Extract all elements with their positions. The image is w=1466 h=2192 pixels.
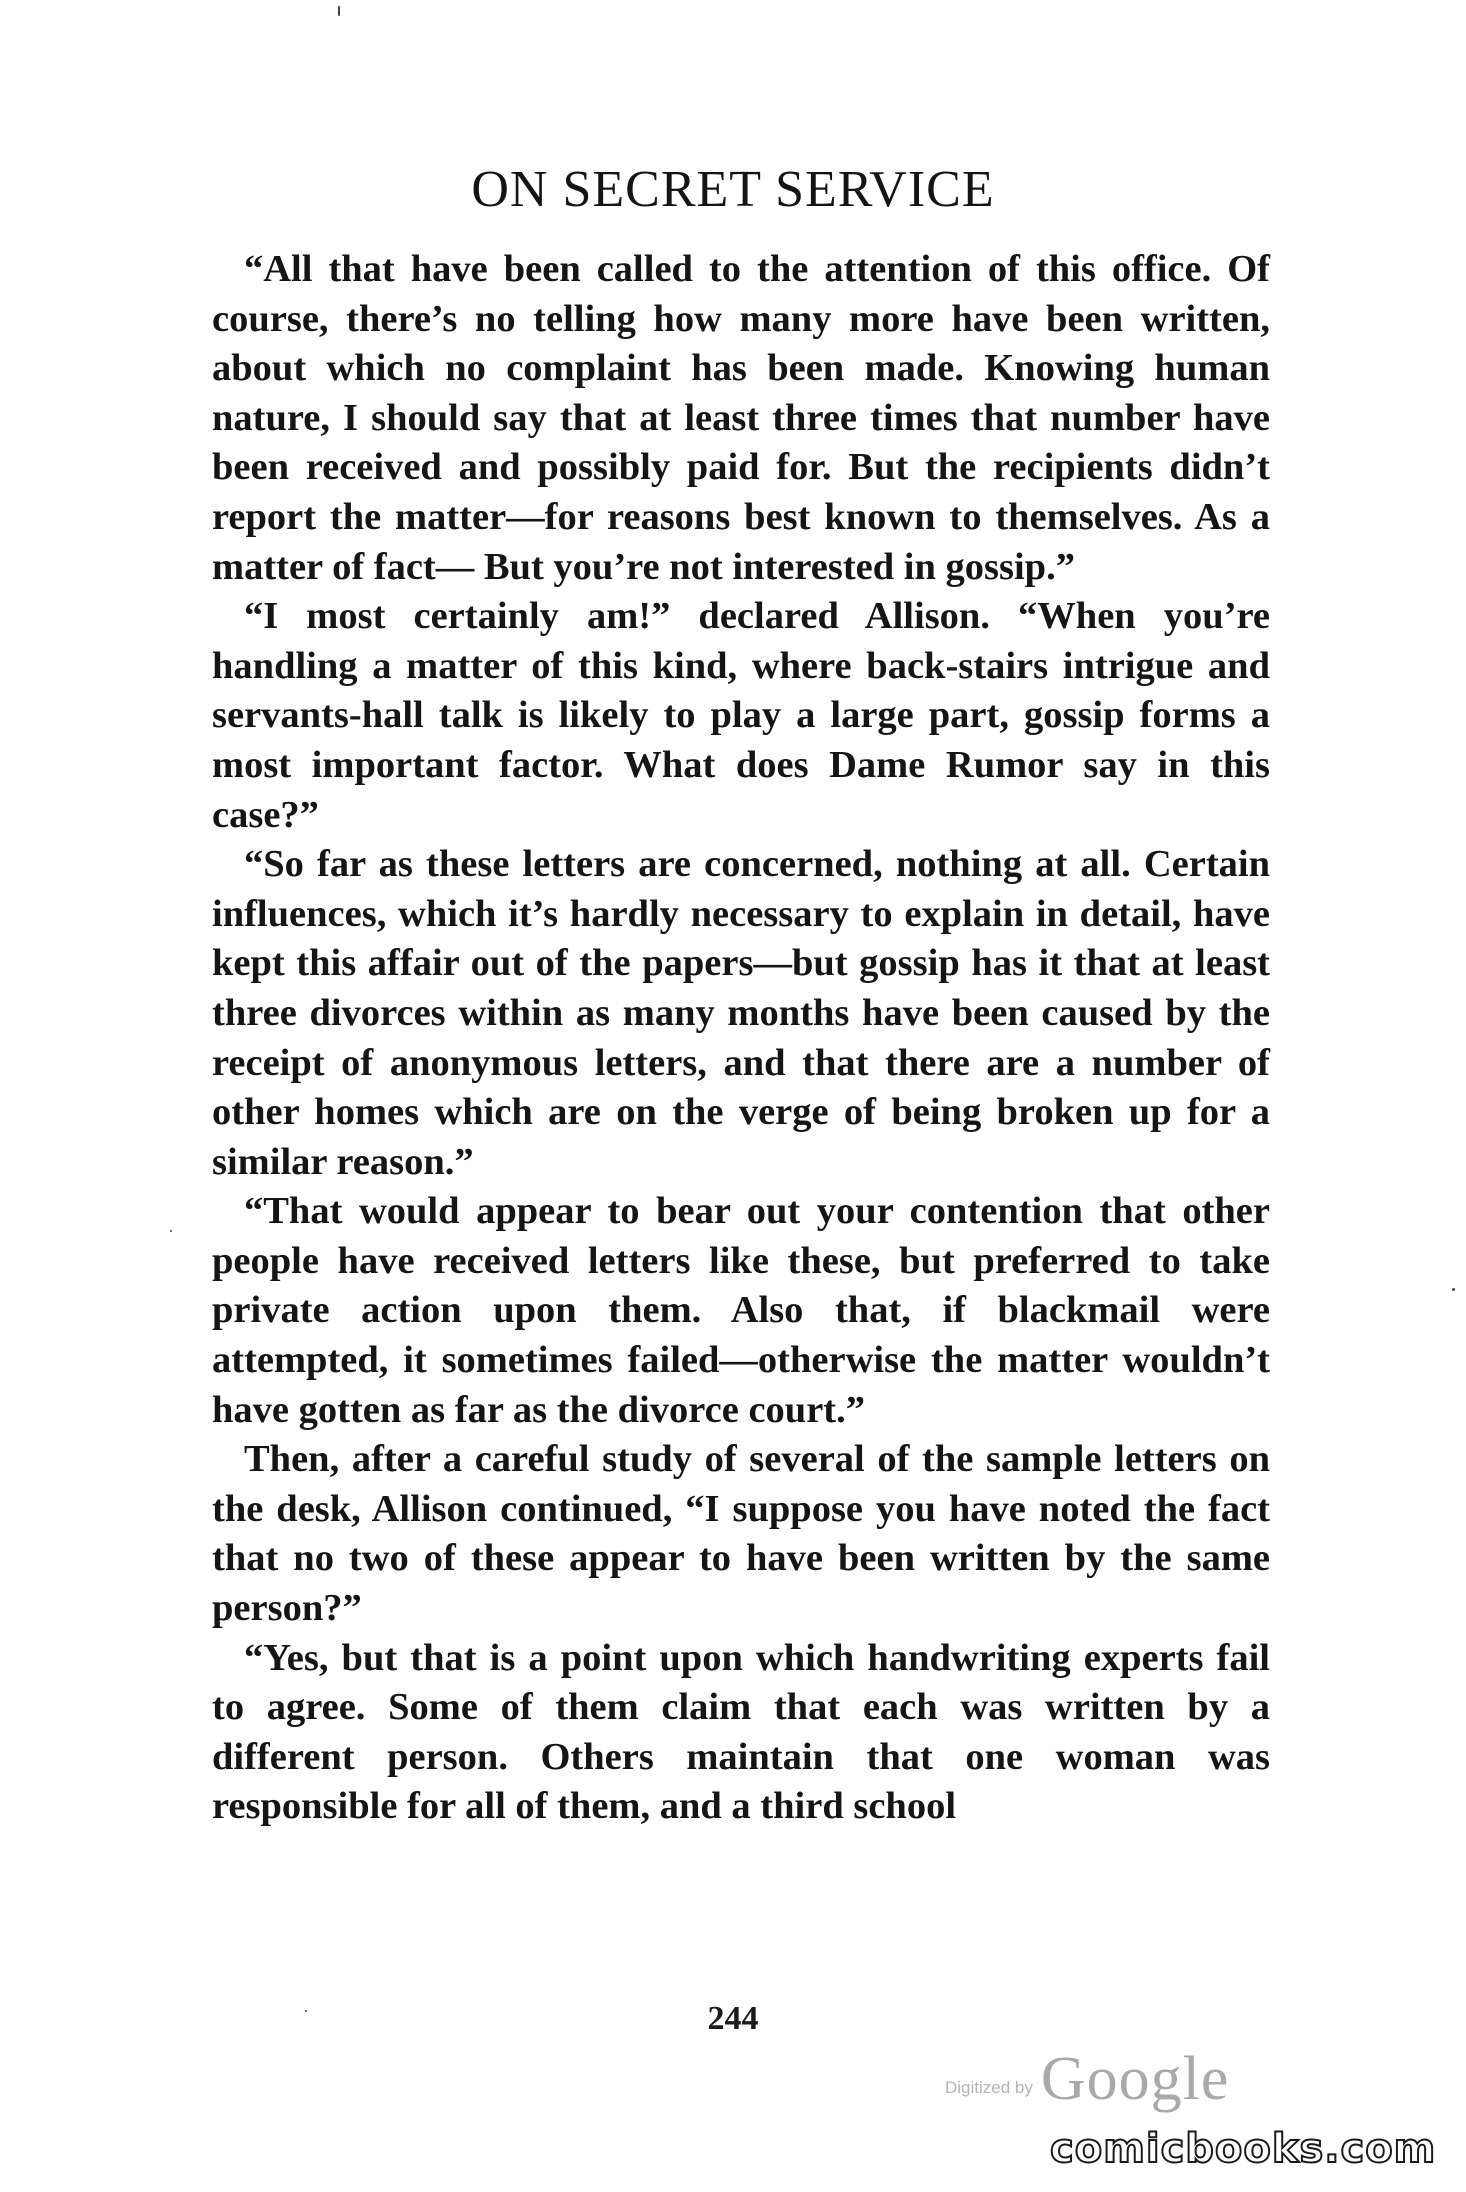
body-text [212, 245, 1270, 1832]
paragraph: “I most certainly am!” declared Allison. “When you’re handling a matter of this kind, where back-stairs intrigue and servants-hall talk is likely to play a large part, gossip forms a most important factor. What does Dame Rumor say in this case?” [212, 595, 1270, 836]
scan-speck [338, 6, 340, 16]
scan-speck [305, 2010, 307, 2012]
google-logo-text: Google [1040, 2045, 1230, 2113]
paragraph: “All that have been called to the attention of this office. Of course, there’s no telling how many more have been written, about which no complaint has been made. Knowing human nature, I should say that at least three times that number have been received and possibly paid for. But the recipients didn’t report the matter—for reasons best known to themselves. As a matter of fact— But you’re not interested in gossip.” [212, 248, 1270, 588]
paragraph: “That would appear to bear out your contention that other people have received letters like these, but preferred to take private action upon them. Also that, if blackmail were attempted, it sometimes failed—otherwise the matter wouldn’t have gotten as far as the divorce court.” [212, 1190, 1270, 1431]
scan-speck [1452, 1288, 1455, 1291]
paragraph: “So far as these letters are concerned, nothing at all. Certain influences, which it’s hardly necessary to explain in detail, have kept this affair out of the papers—but gossip has it that at least three divorces within as many months have been caused by the receipt of anonymous letters, and that there are a number of other homes which are on the verge of being broken up for a similar reason.” [212, 843, 1270, 1183]
scan-speck [170, 1230, 172, 1232]
page-number: 244 [707, 2000, 759, 2037]
digitized-by-google-mark [945, 2040, 1285, 2113]
paragraph: “Yes, but that is a point upon which handwriting experts fail to agree. Some of them claim that each was written by a different person. Others maintain that one woman was responsible for all of them, and a third school [212, 1636, 1270, 1828]
site-watermark: comicbooks.com [1050, 2126, 1437, 2172]
paragraph: Then, after a careful study of several of the sample letters on the desk, Allison continued, “I suppose you have noted the fact that no two of these appear to have been written by the same person?” [212, 1438, 1270, 1630]
running-head: ON SECRET SERVICE [471, 161, 995, 218]
digitized-prefix: Digitized by [945, 2078, 1033, 2097]
